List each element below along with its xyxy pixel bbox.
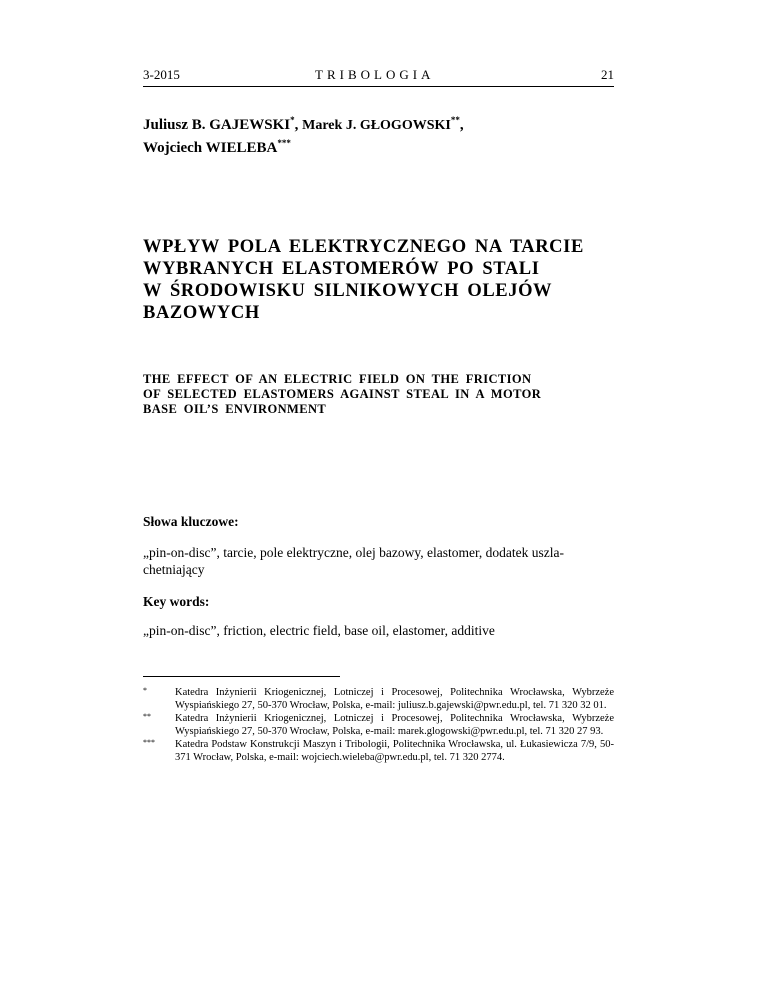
- footnote-text: Katedra Inżynierii Kriogenicznej, Lotniczej i Procesowej, Politechnika Wrocławska, Wybrzeże Wyspiańskiego 27, 50-370 Wrocław, Polska, e-mail: marek.glogowski@pwr.edu.pl, tel. 71 320 27 93.: [175, 713, 614, 737]
- author-affiliation-mark: ***: [277, 138, 291, 148]
- footnote-mark: *: [143, 686, 147, 695]
- author-line-2: [143, 137, 464, 159]
- author-name: Juliusz B. GAJEWSKI: [143, 117, 291, 133]
- footnote-text: Katedra Podstaw Konstrukcji Maszyn i Tribologii, Politechnika Wrocławska, ul. Łukasiewicza 7/9, 50-371 Wrocław, Polska, e-mail: wojciech.wieleba@pwr.edu.pl, tel. 71 320 2774.: [175, 739, 614, 763]
- footnote: [143, 686, 614, 712]
- footnote: [143, 712, 614, 738]
- keywords-polish-heading: Słowa kluczowe:: [143, 514, 239, 529]
- keywords-line: „pin-on-disc”, tarcie, pole elektryczne, olej bazowy, elastomer, dodatek uszla-: [143, 545, 565, 560]
- journal-name: TRIBOLOGIA: [315, 67, 435, 82]
- keywords-english-heading: Key words:: [143, 594, 210, 609]
- author-line-1: [143, 114, 464, 137]
- keywords-line: chetniający: [143, 562, 205, 577]
- footnote: [143, 738, 614, 764]
- title-english: [143, 372, 613, 417]
- author-separator: ,: [294, 117, 303, 133]
- title-line: OF SELECTED ELASTOMERS AGAINST STEAL IN A MOTOR: [143, 387, 542, 401]
- keywords-polish-text: [143, 544, 614, 578]
- author-name: Wojciech WIELEBA: [143, 140, 278, 156]
- keywords-english-text: „pin-on-disc”, friction, electric field, base oil, elastomer, additive: [143, 623, 495, 638]
- author-affiliation-mark: **: [450, 115, 460, 125]
- author-list: [143, 114, 464, 159]
- title-line: WPŁYW POLA ELEKTRYCZNEGO NA TARCIE: [143, 237, 584, 257]
- title-line: WYBRANYCH ELASTOMERÓW PO STALI: [143, 259, 540, 279]
- header-rule: [143, 86, 614, 87]
- footnote-text: Katedra Inżynierii Kriogenicznej, Lotniczej i Procesowej, Politechnika Wrocławska, Wybrzeże Wyspiańskiego 27, 50-370 Wrocław, Polska, e-mail: juliusz.b.gajewski@pwr.edu.pl, tel. 71 320 32 01.: [175, 687, 614, 711]
- author-name: Marek J. GŁOGOWSKI: [302, 118, 451, 133]
- issue-number: 3-2015: [143, 67, 180, 82]
- footnotes: [143, 686, 614, 764]
- title-line: THE EFFECT OF AN ELECTRIC FIELD ON THE FRICTION: [143, 372, 532, 386]
- footnote-mark: ***: [143, 738, 155, 747]
- author-separator: ,: [459, 117, 464, 133]
- author-affiliation-mark: *: [290, 115, 295, 125]
- title-line: BASE OIL’S ENVIRONMENT: [143, 402, 327, 416]
- title-line: W ŚRODOWISKU SILNIKOWYCH OLEJÓW: [143, 281, 553, 301]
- footnote-mark: **: [143, 712, 151, 721]
- title-polish: [143, 236, 603, 324]
- footnote-rule: [143, 676, 340, 677]
- title-line: BAZOWYCH: [143, 303, 260, 323]
- page-number: 21: [601, 67, 614, 82]
